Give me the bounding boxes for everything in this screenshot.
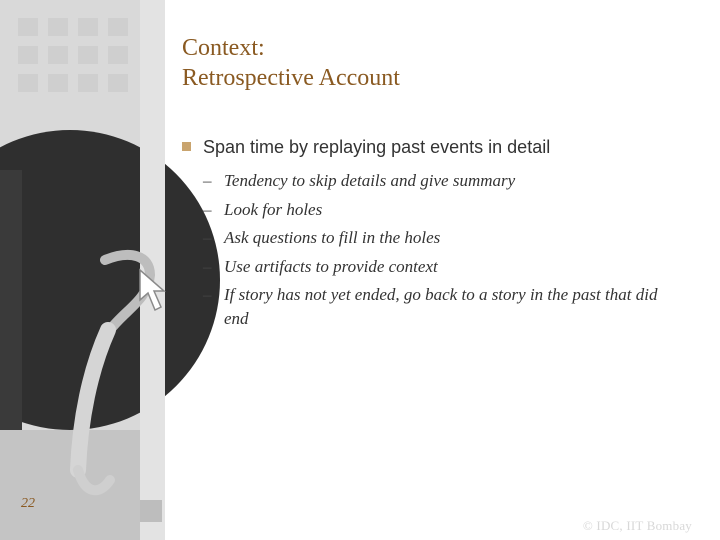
sub-bullet bbox=[203, 281, 683, 334]
sub-bullet-text: Look for holes bbox=[224, 199, 323, 219]
dash-bullet-icon: – bbox=[203, 256, 212, 276]
dash-bullet-icon: – bbox=[203, 285, 212, 304]
sub-bullet-text: Use artifacts to provide context bbox=[224, 256, 438, 276]
title-line-1: Context: bbox=[182, 35, 265, 61]
main-bullet bbox=[182, 137, 550, 158]
main-bullet-text: Span time by replaying past events in detail bbox=[203, 137, 551, 157]
sub-bullet-text: If story has not yet ended, go back to a story in the past that did end bbox=[224, 285, 658, 328]
sub-bullet-text: Ask questions to fill in the holes bbox=[224, 228, 441, 247]
sub-bullet-list bbox=[203, 167, 683, 334]
sub-bullet bbox=[203, 167, 683, 196]
sub-bullet bbox=[203, 253, 683, 282]
square-bullet-icon bbox=[182, 142, 191, 151]
page-number: 22 bbox=[21, 496, 35, 511]
sub-bullet bbox=[203, 196, 683, 225]
sub-bullet-text: Tendency to skip details and give summary bbox=[224, 171, 516, 190]
dash-bullet-icon: – bbox=[203, 171, 212, 190]
copyright-footer: © IDC, IIT Bombay bbox=[582, 518, 692, 533]
dash-bullet-icon: – bbox=[203, 199, 212, 219]
title-line-2: Retrospective Account bbox=[182, 65, 400, 91]
slide-title bbox=[182, 33, 400, 93]
sub-bullet bbox=[203, 224, 683, 253]
dash-bullet-icon: – bbox=[203, 228, 212, 247]
